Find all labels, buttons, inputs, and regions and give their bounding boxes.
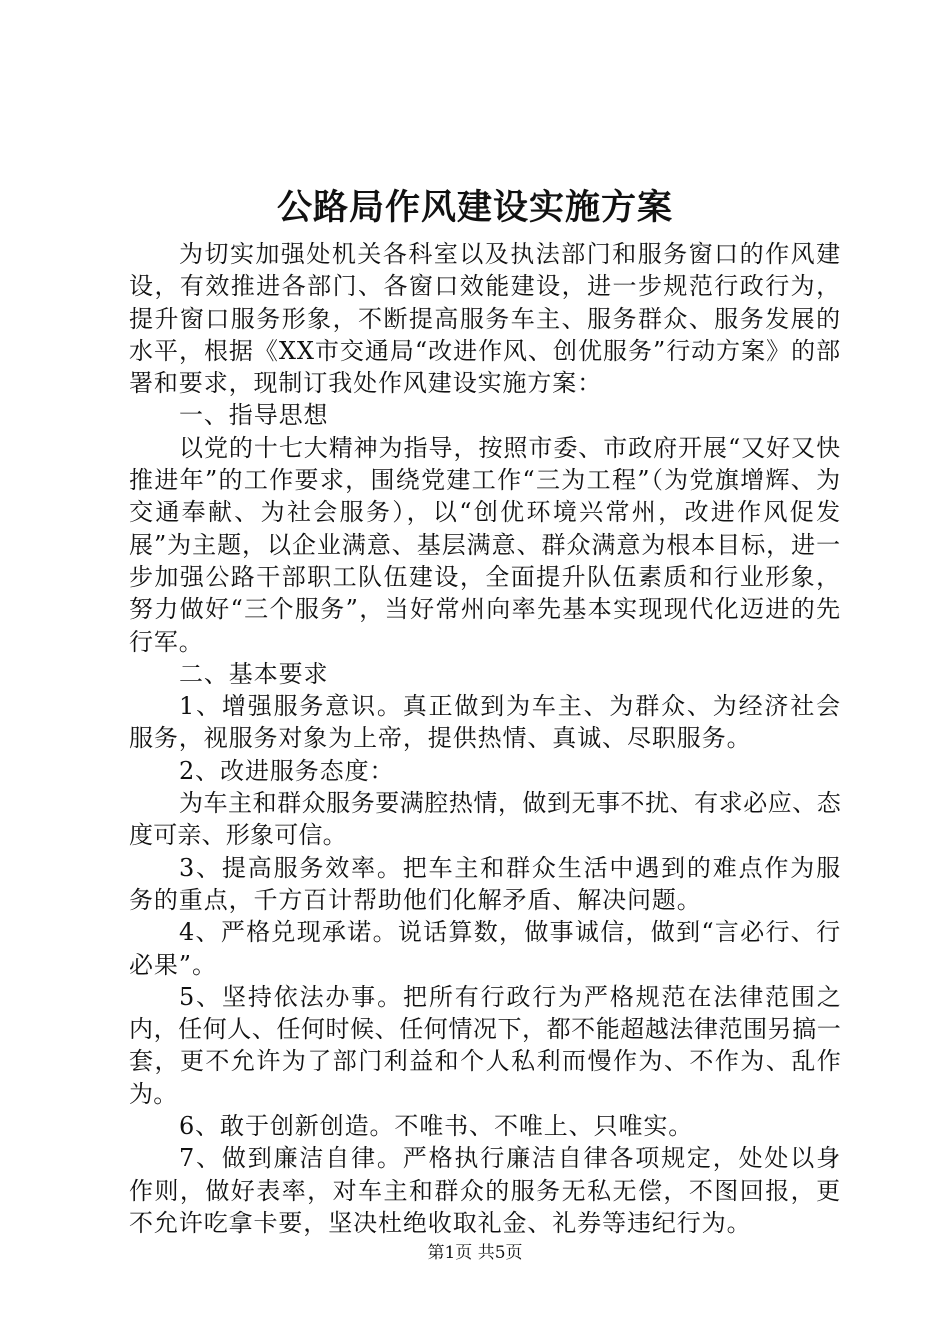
requirement-1-paragraph: 1、增强服务意识。真正做到为车主、为群众、为经济社会服务，视服务对象为上帝，提供热情、真诚、尽职服务。: [129, 692, 841, 753]
guiding-ideology-paragraph: 以党的十七大精神为指导，按照市委、市政府开展“又好又快推进年”的工作要求，围绕党建工作“三为工程”（为党旗增辉、为交通奉献、为社会服务），以“创优环境兴常州，改进作风促发展”为主题，以企业满意、基层满意、群众满意为根本目标，进一步加强公路干部职工队伍建设，全面提升队伍素质和行业形象，努力做好“三个服务”，当好常州向率先基本实现现代化迈进的先行军。: [129, 433, 841, 656]
requirement-2-heading: 2、改进服务态度：: [179, 756, 395, 785]
section-heading-basic-requirements: 二、基本要求: [179, 659, 329, 688]
intro-paragraph: 为切实加强处机关各科室以及执法部门和服务窗口的作风建设，有效推进各部门、各窗口效能建设，进一步规范行政行为，提升窗口服务形象，不断提高服务车主、服务群众、服务发展的水平，根据《XX市交通局“改进作风、创优服务”行动方案》的部署和要求，现制订我处作风建设实施方案：: [129, 240, 841, 398]
page-indicator: 第1页 共5页: [427, 1243, 523, 1263]
requirement-2-paragraph: 为车主和群众服务要满腔热情，做到无事不扰、有求必应、态度可亲、形象可信。: [129, 789, 841, 850]
requirement-5-paragraph: 5、坚持依法办事。把所有行政行为严格规范在法律范围之内，任何人、任何时候、任何情况下，都不能超越法律范围另搞一套，更不允许为了部门利益和个人私利而慢作为、不作为、乱作为。: [129, 982, 841, 1108]
section-heading-guiding-ideology: 一、指导思想: [179, 401, 329, 430]
requirement-7-paragraph: 7、做到廉洁自律。严格执行廉洁自律各项规定，处处以身作则，做好表率，对车主和群众的服务无私无偿，不图回报，更不允许吃拿卡要，坚决杜绝收取礼金、礼券等违纪行为。: [129, 1144, 841, 1237]
requirement-3-paragraph: 3、提高服务效率。把车主和群众生活中遇到的难点作为服务的重点，千方百计帮助他们化解矛盾、解决问题。: [129, 853, 841, 914]
requirement-4-paragraph: 4、严格兑现承诺。说话算数，做事诚信，做到“言必行、行必果”。: [129, 918, 841, 979]
document-body: [129, 238, 841, 1239]
document-title: 公路局作风建设实施方案: [276, 187, 673, 228]
page-footer: [0, 1242, 950, 1264]
requirement-6-paragraph: 6、敢于创新创造。不唯书、不唯上、只唯实。: [179, 1112, 694, 1141]
